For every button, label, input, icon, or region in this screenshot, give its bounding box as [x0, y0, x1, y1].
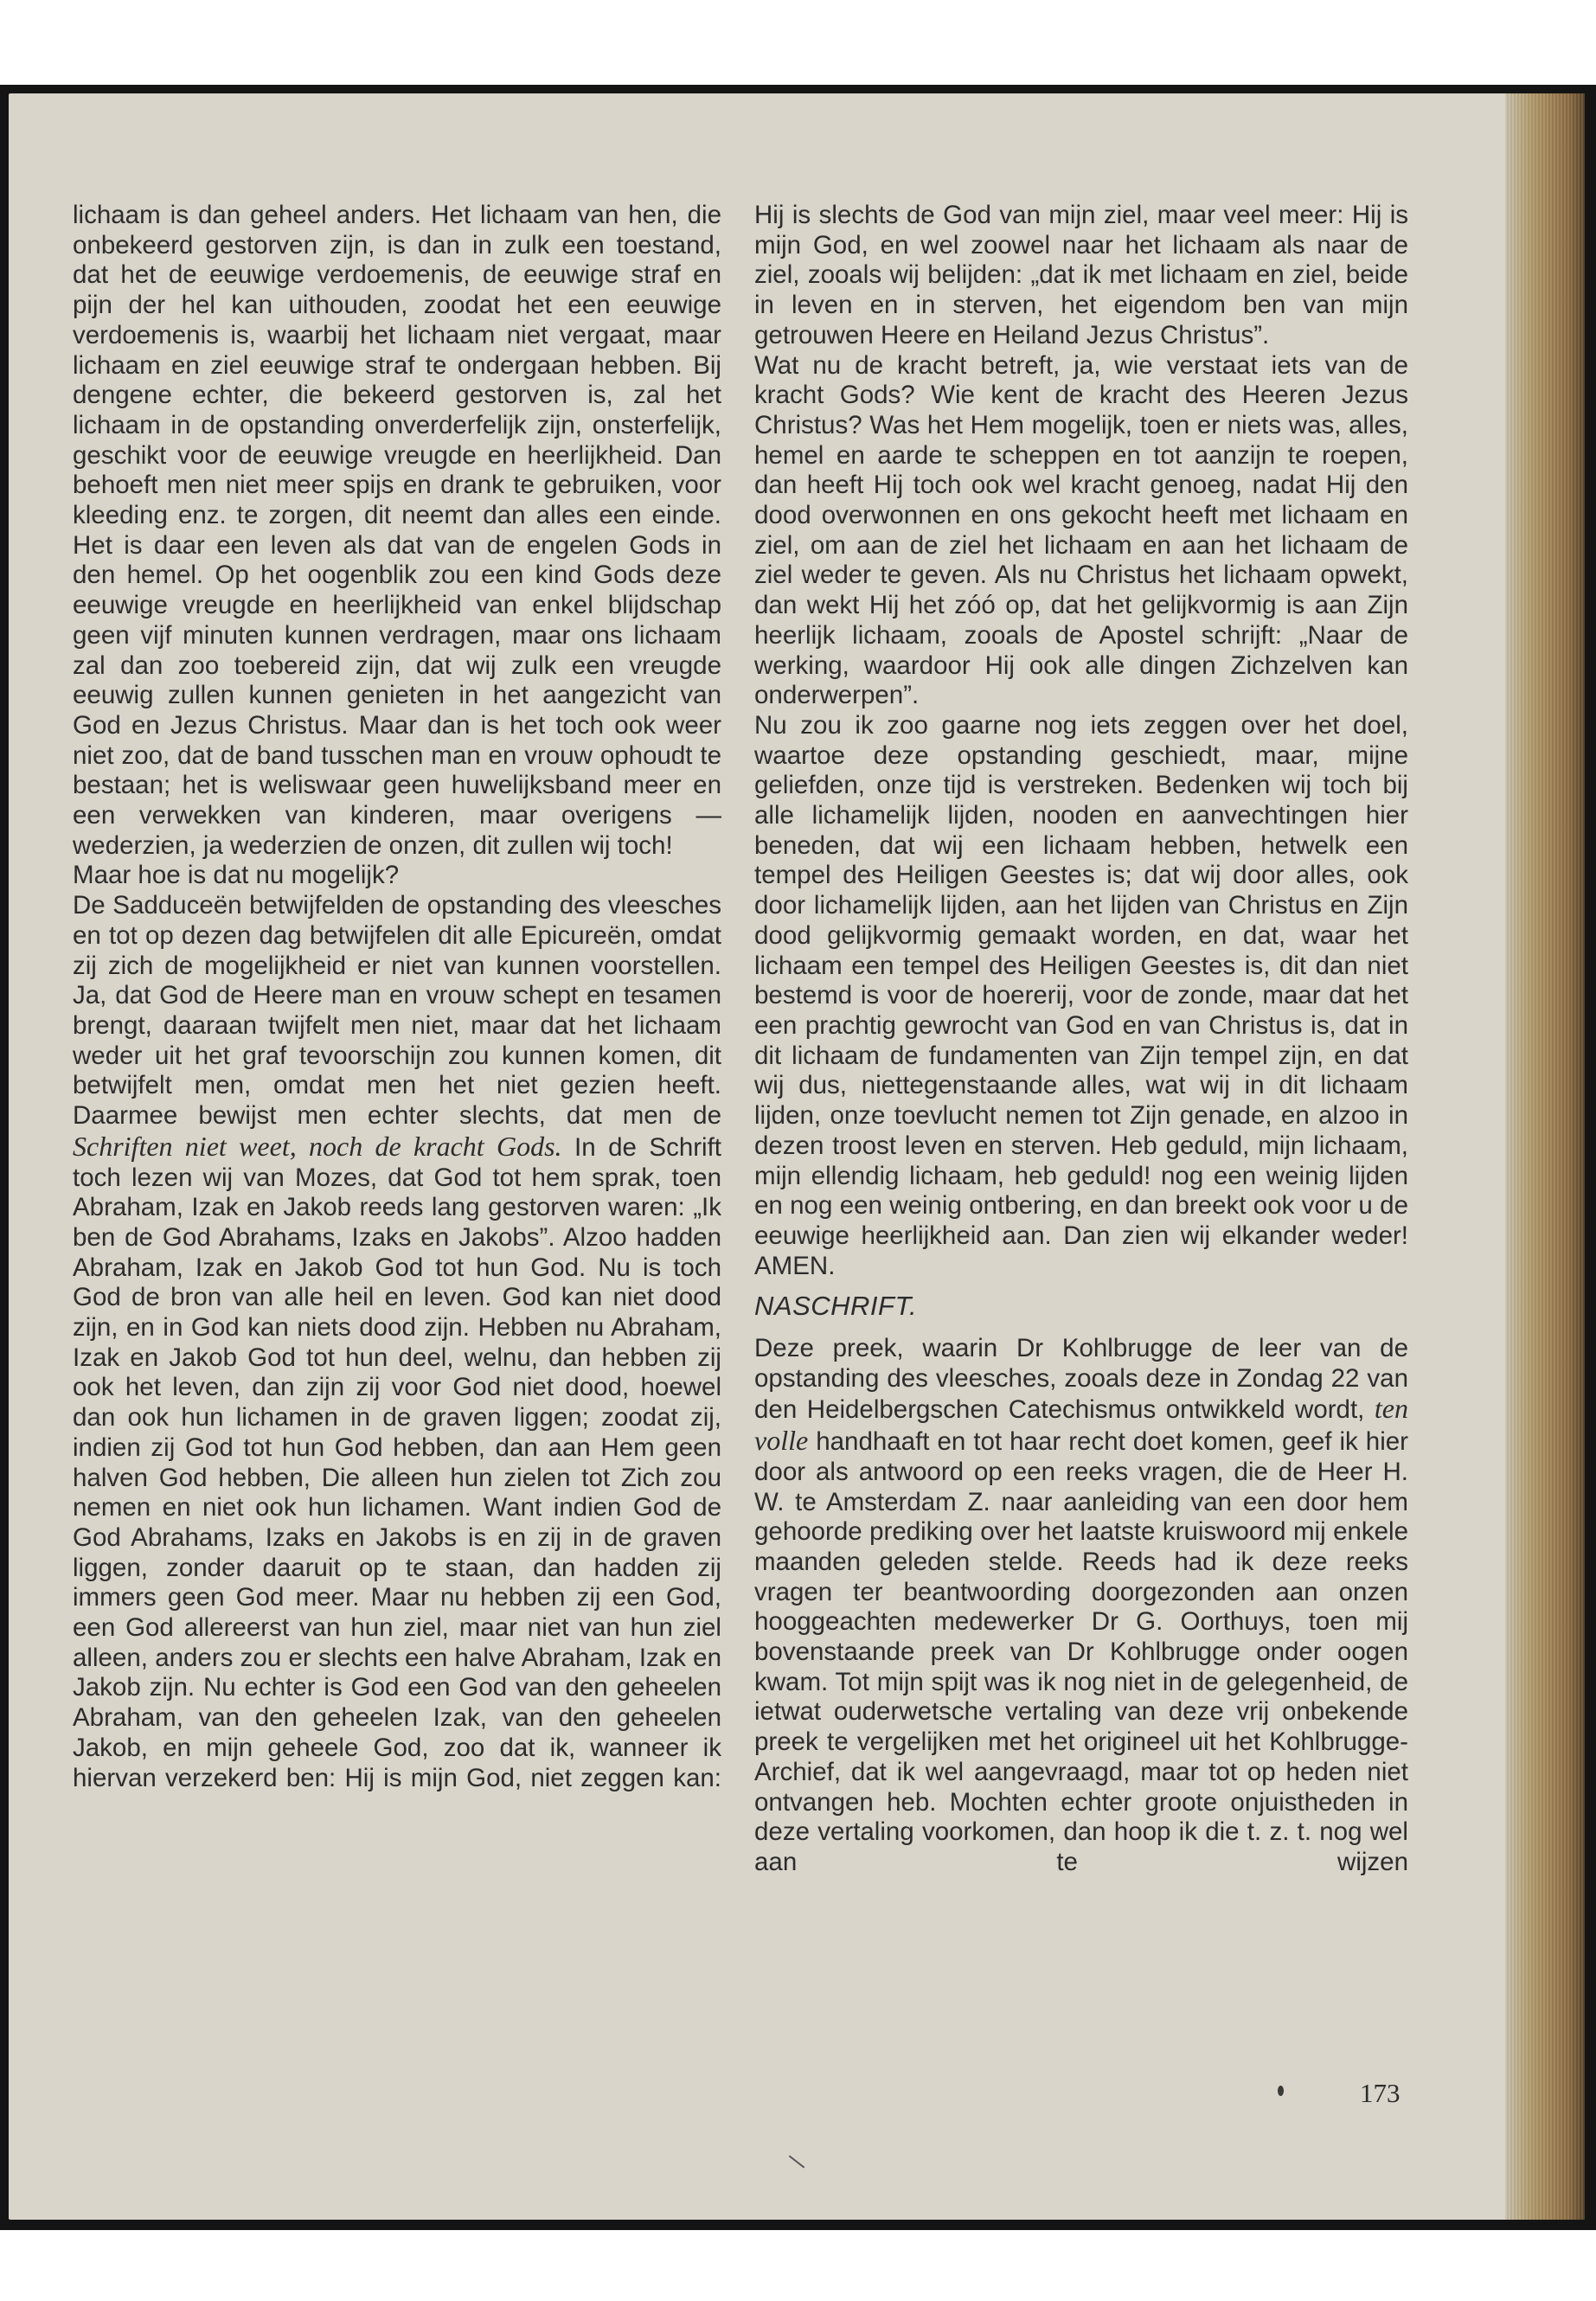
text-segment: Deze preek, waarin Dr Kohlbrugge de leer van de opstanding des vleesches, zooals deze in Zondag 22 van den Heidelbergschen Catechismus ontwikkeld wordt, — [754, 1334, 1408, 1425]
paragraph: Maar hoe is dat nu mogelijk? — [73, 861, 400, 890]
left-column — [73, 201, 721, 1793]
italic-quote: Schriften niet weet, noch de kracht Gods. — [73, 1130, 562, 1162]
paragraph-with-italic — [754, 1334, 1408, 1878]
paragraph-with-italic — [73, 891, 721, 1793]
text-segment: Nu zou ik zoo gaarne nog iets zeggen over het doel, waartoe deze opstanding geschiedt, maar, mijne geliefden, onze tijd is verstreken. Bedenken wij toch bij alle lichamelijk lijden, nooden en aanvechtingen hier beneden, dat wij een lichaam hebben, hetwelk een tempel des Heiligen Geestes is; dat wij door alles, ook door lichamelijk lijden, aan het lijden van Christus en Zijn dood gelijkvormig gemaakt worden, en dat, waar het lichaam een tempel des Heiligen Geestes is, dit dan niet bestemd is voor de hoererij, voor de zonde, maar dat het een prachtig gewrocht van God en van Christus is, dat in dit lichaam de fundamenten van Zijn tempel zijn, en dat wij dus, niettegenstaande alles, wat wij in dit lichaam lijden, onze toevlucht nemen tot Zijn genade, en alzoo in dezen troost leven en sterven. Heb geduld, mijn lichaam, mijn ellendig lichaam, heb geduld! nog een weinig lijden en nog een weinig ontbering, en dan breekt ook voor u de eeuwige heerlijkheid aan. Dan zien wij elkander weder! — [754, 710, 1408, 1250]
page-edge-stack — [1505, 93, 1585, 2220]
amen-signoff: AMEN. — [754, 1251, 836, 1280]
paragraph-closing — [754, 711, 1408, 1281]
italic-phrase: ten volle — [754, 1393, 1408, 1457]
ink-speck — [1278, 2086, 1284, 2096]
paragraph: lichaam is dan geheel anders. Het lichaam van hen, die onbekeerd gestorven zijn, is dan in zulk een toestand, dat het de eeuwige verdoemenis, de eeuwige straf en pijn der hel kan uithouden, zoodat het een eeuwige verdoemenis is, waarbij het lichaam niet vergaat, maar lichaam en ziel eeuwige straf te ondergaan hebben. Bij dengene echter, die bekeerd gestorven is, zal het lichaam in de opstanding onverderfelijk zijn, onsterfelijk, geschikt voor de eeuwige vreugde en heerlijkheid. Dan behoeft men niet meer spijs en drank te gebruiken, voor kleeding enz. te zorgen, dit neemt dan alles een einde. Het is daar een leven als dat van de engelen Gods in den hemel. Op het oogenblik zou een kind Gods deze eeuwige vreugde en heerlijkheid van enkel blijdschap geen vijf minuten kunnen verdragen, maar ons lichaam zal dan zoo toebereid zijn, dat wij zulk een vreugde eeuwig zullen kunnen genieten in het aangezicht van God en Jezus Christus. Maar dan is het toch ook weer niet zoo, dat de band tusschen man en vrouw ophoudt te bestaan; het is weliswaar geen huwelijksband meer en een verwekken van kinderen, maar overigens — wederzien, ja wederzien de onzen, dit zullen wij toch! — [73, 201, 721, 860]
right-column — [754, 201, 1408, 1878]
text-segment: De Sadduceën betwijfelden de opstanding des vleesches en tot op dezen dag betwijfelen dit alle Epicureën, omdat zij zich de mogelijkheid er niet van kunnen voorstellen. Ja, dat God de Heere man en vrouw schept en tesamen brengt, daaraan twijfelt men niet, maar dat het lichaam weder uit het graf tevoorschijn zou kunnen komen, dit betwijfelt men, omdat men het niet gezien heeft. Daarmee bewijst men echter slechts, dat men de — [73, 891, 721, 1131]
paragraph: Hij is slechts de God van mijn ziel, maar veel meer: Hij is mijn God, en wel zoowel naar het lichaam als naar de ziel, zooals wij belijden: „dat ik met lichaam en ziel, beide in leven en in sterven, het eigendom ben van mijn getrouwen Heere en Heiland Jezus Christus”. — [754, 201, 1408, 349]
text-segment: In de Schrift toch lezen wij van Mozes, dat God tot hem sprak, toen Abraham, Izak en Jakob reeds lang gestorven waren: „Ik ben de God Abrahams, Izaks en Jakobs”. Alzoo hadden Abraham, Izak en Jakob God tot hun God. Nu is toch God de bron van alle heil en leven. God kan niet dood zijn, en in God kan niets dood zijn. Hebben nu Abraham, Izak en Jakob God tot hun deel, welnu, dan hebben zij ook het leven, dan zijn zij voor God niet dood, hoewel dan ook hun lichamen in de graven liggen; zoodat zij, indien zij God tot hun God hebben, dan aan Hem geen halven God hebben, Die alleen hun zielen tot Zich zou nemen en niet ook hun lichamen. Want indien God de God Abrahams, Izaks en Jakobs is en zij in de graven liggen, zonder daaruit op te staan, dan hadden zij immers geen God meer. Maar nu hebben zij een God, een God allereerst van hun ziel, maar niet van hun ziel alleen, anders zou er slechts een halve Abraham, Izak en Jakob zijn. Nu echter is God een God van den geheelen Abraham, van den geheelen Izak, van den geheelen Jakob, en mijn geheele God, zoo dat ik, wanneer ik hiervan verzekerd ben: Hij is mijn God, niet zeggen kan: — [73, 1132, 721, 1792]
section-heading: NASCHRIFT. — [754, 1291, 918, 1322]
paragraph: Wat nu de kracht betreft, ja, wie verstaat iets van de kracht Gods? Wie kent de kracht des Heeren Jezus Christus? Was het Hem mogelijk, toen er niets was, alles, hemel en aarde te scheppen en tot aanzijn te roepen, dan heeft Hij toch ook wel kracht genoeg, nadat Hij den dood overwonnen en ons gekocht heeft met lichaam en ziel, om aan de ziel het lichaam en aan het lichaam de ziel weder te geven. Als nu Christus het lichaam opwekt, dan wekt Hij het zóó op, dat het gelijkvormig is aan Zijn heerlijk lichaam, zooals de Apostel schrijft: „Naar de werking, waardoor Hij ook alle dingen Zichzelven kan onderwerpen”. — [754, 350, 1408, 710]
text-segment: handhaaft en tot haar recht doet komen, geef ik hier door als antwoord op een reeks vragen, die de Heer H. W. te Amsterdam Z. naar aanleiding van een door hem gehoorde prediking over het laatste kruiswoord mij enkele maanden geleden stelde. Reeds had ik deze reeks vragen ter beantwoording doorgezonden aan onzen hooggeachten medewerker Dr G. Oorthuys, toen mij bovenstaande preek van Dr Kohlbrugge onder oogen kwam. Tot mijn spijt was ik nog niet in de gelegenheid, de ietwat ouderwetsche vertaling van deze vrij onbekende preek te vergelijken met het origineel uit het Kohlbrugge-Archief, dat ik wel aangevraagd, maar tot op heden niet ontvangen heb. Mochten echter groote onjuistheden in deze vertaling voorkomen, dan hoop ik die t. z. t. nog wel aan te wijzen — [754, 1427, 1408, 1876]
page-number: 173 — [1360, 2078, 1401, 2108]
